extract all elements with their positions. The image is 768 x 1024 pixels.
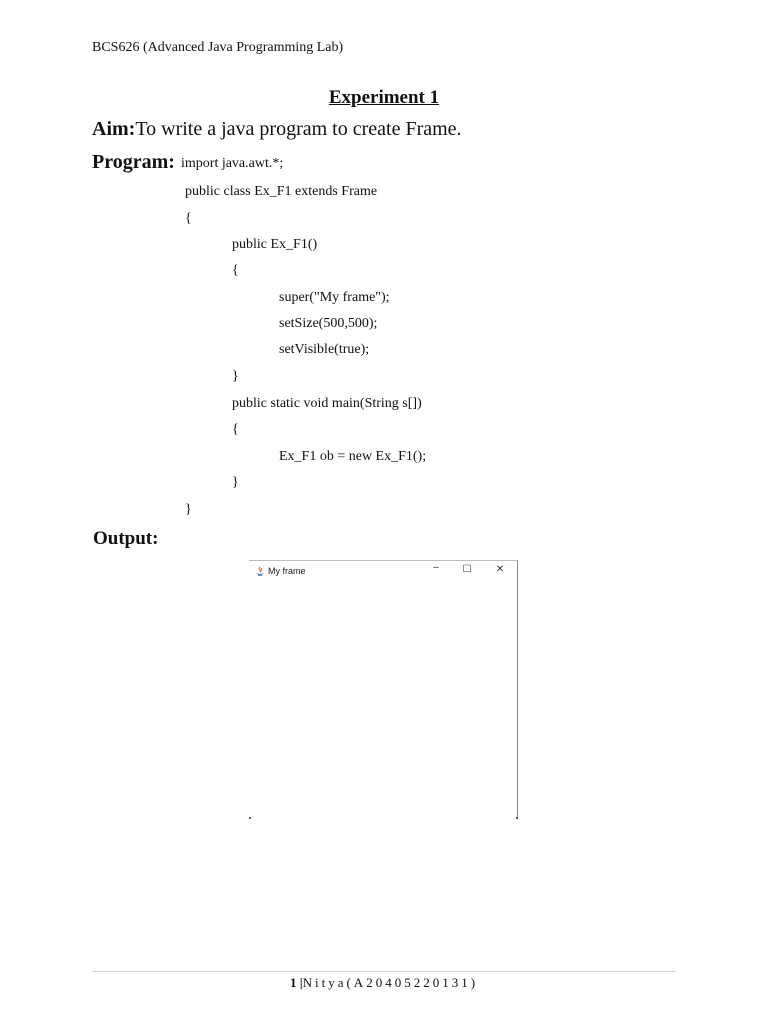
aim-text: To write a java program to create Frame. <box>135 118 462 140</box>
code-line: public Ex_F1() <box>232 237 318 252</box>
frame-corner-mark <box>516 817 518 819</box>
code-line: setSize(500,500); <box>279 316 378 331</box>
code-line: } <box>185 502 192 517</box>
code-line: Ex_F1 ob = new Ex_F1(); <box>279 449 427 464</box>
aim-line <box>92 118 462 141</box>
program-label: Program: <box>92 151 175 173</box>
footer-divider <box>92 971 676 972</box>
code-line: } <box>232 475 239 490</box>
frame-titlebar <box>249 561 517 583</box>
code-line: { <box>232 422 239 437</box>
frame-title: My frame <box>268 566 306 576</box>
code-line: public static void main(String s[]) <box>232 396 422 411</box>
maximize-icon: ☐ <box>462 564 472 575</box>
code-line: public class Ex_F1 extends Frame <box>185 184 378 199</box>
code-line: } <box>232 369 239 384</box>
frame-corner-mark <box>249 817 251 819</box>
code-line: super("My frame"); <box>279 290 390 305</box>
java-icon <box>255 566 265 577</box>
minimize-icon: – <box>433 562 439 573</box>
code-line: { <box>185 211 192 226</box>
aim-label: Aim: <box>92 118 136 140</box>
experiment-title: Experiment 1 <box>328 87 440 108</box>
page-number: 1 <box>289 975 297 990</box>
page-footer <box>0 975 768 991</box>
output-frame-screenshot <box>249 560 518 817</box>
document-header: BCS626 (Advanced Java Programming Lab) <box>92 40 344 55</box>
footer-author: Nitya(A20405220131) <box>302 975 479 990</box>
code-line: setVisible(true); <box>279 342 370 357</box>
code-line: import java.awt.*; <box>181 156 284 171</box>
footer-separator: | <box>299 975 303 990</box>
output-label: Output: <box>93 528 159 549</box>
code-line: { <box>232 263 239 278</box>
close-icon: ✕ <box>495 564 505 575</box>
